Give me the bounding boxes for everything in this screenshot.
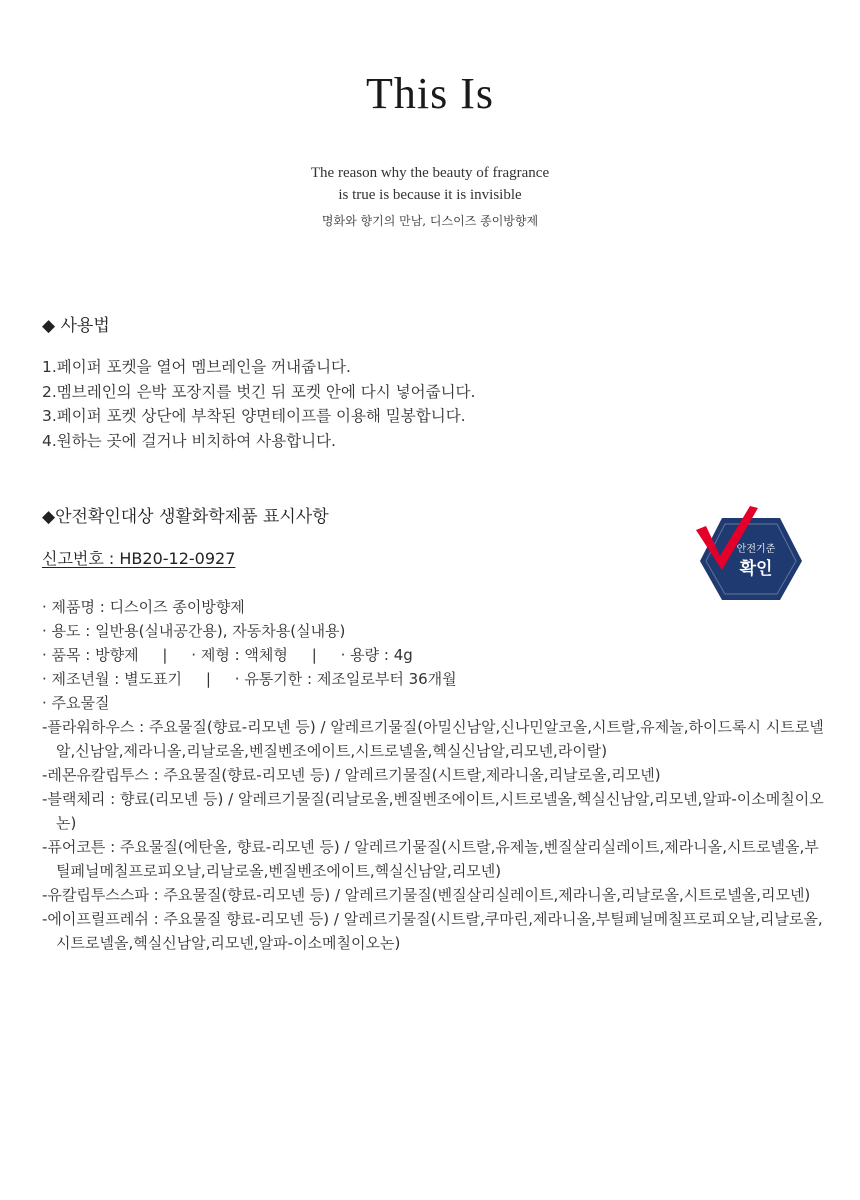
ingredient-item: -퓨어코튼 : 주요물질(에탄올, 향료-리모넨 등) / 알레르기물질(시트랄,유제놀,벤질살리실레이트,제라니올,시트로넬올,부틸페닐메칠프로피오날,리날로올,벤질벤조에이트,헥실신남알,리모넨): [42, 838, 819, 880]
usage-step: 2.멤브레인의 은박 포장지를 벗긴 뒤 포켓 안에 다시 넣어줍니다.: [42, 382, 476, 401]
usage-steps: [42, 355, 475, 453]
detail-item: · 용도 : 일반용(실내공간용), 자동차용(실내용): [42, 622, 346, 640]
ingredient-item: -블랙체리 : 향료(리모넨 등) / 알레르기물질(리날로올,벤질벤조에이트,시트로넬올,헥실신남알,리모넨,알파-이소메칠이오논): [42, 790, 824, 832]
tagline-line-1: The reason why the beauty of fragrance: [310, 165, 550, 181]
ingredient-item: -플라워하우스 : 주요물질(향료-리모넨 등) / 알레르기물질(아밀신남알,신나민알코올,시트랄,유제놀,하이드록시 시트로넬알,신남알,제라니올,리날로올,벤질벤조에이트,시트로넬올,헥실신남알,리모넨,라이랄): [42, 718, 824, 760]
tagline: [0, 162, 860, 206]
safety-check-badge: [692, 504, 804, 602]
ingredient-item: -레몬유칼립투스 : 주요물질(향료-리모넨 등) / 알레르기물질(시트랄,제라니올,리날로올,리모넨): [42, 766, 661, 784]
detail-list: [42, 595, 832, 955]
usage-step: 4.원하는 곳에 걸거나 비치하여 사용합니다.: [42, 431, 336, 450]
usage-step: 1.페이퍼 포켓을 열어 멤브레인을 꺼내줍니다.: [42, 358, 351, 376]
badge-line-2: 확인: [739, 559, 773, 579]
ingredient-item: -유칼립투스스파 : 주요물질(향료-리모넨 등) / 알레르기물질(벤질살리실레이트,제라니올,리날로올,시트로넬올,리모넨): [42, 886, 811, 904]
tagline-line-2: is true is because it is invisible: [338, 187, 522, 203]
badge-line-1: 안전기준: [736, 544, 776, 555]
report-number: 신고번호 : HB20-12-0927: [42, 549, 236, 568]
usage-step: 3.페이퍼 포켓 상단에 부착된 양면테이프를 이용해 밀봉합니다.: [42, 407, 466, 425]
ingredient-item: -에이프릴프레쉬 : 주요물질 향료-리모넨 등) / 알레르기물질(시트랄,쿠마린,제라니올,부틸페닐메칠프로피오날,리날로올,시트로넬올,헥실신남알,리모넨,알파-이소메칠이오논): [42, 910, 823, 952]
detail-item: · 품목 : 방향제 | · 제형 : 액체형 | · 용량 : 4g: [42, 646, 413, 664]
detail-item: · 제조년월 : 별도표기 | · 유통기한 : 제조일로부터 36개월: [42, 670, 457, 688]
detail-item: · 주요물질: [42, 694, 110, 712]
safety-heading: ◆안전확인대상 생활화학제품 표시사항: [42, 507, 329, 527]
subtitle: 명화와 향기의 만남, 디스이즈 종이방향제: [321, 214, 539, 228]
brand-title: This Is: [366, 69, 494, 118]
usage-heading: ◆ 사용법: [42, 316, 110, 336]
detail-item: · 제품명 : 디스이즈 종이방향제: [42, 598, 245, 616]
